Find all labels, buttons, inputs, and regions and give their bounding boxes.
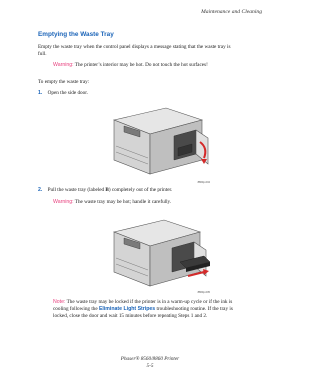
figure-pull-waste-tray — [96, 216, 214, 294]
step-2-label-b: B — [105, 187, 109, 193]
step-2-number: 2. — [38, 187, 43, 193]
warning-1 — [53, 62, 208, 69]
note — [53, 299, 233, 320]
figure-2-id: 8860p-005 — [197, 291, 210, 294]
step-2 — [38, 187, 172, 194]
intro-line-1: Empty the waste tray when the control panel displays a message stating that the waste tray is — [38, 44, 231, 50]
running-header: Maintenance and Cleaning — [201, 9, 262, 15]
footer-printer-name: Phaser® 8560/8860 Printer — [120, 356, 180, 362]
intro-line-2: full. — [38, 51, 47, 57]
note-line-1 — [53, 299, 233, 306]
step-2-text-before: Pull the waste tray (labeled — [47, 187, 106, 193]
step-1-number: 1. — [38, 90, 43, 96]
note-label: Note: — [53, 299, 66, 305]
step-1-text: Open the side door. — [47, 90, 88, 96]
note-line-1-text: The waste tray may be locked if the printer is in a warm-up cycle or if the ink is — [65, 299, 233, 305]
warning-2 — [53, 199, 171, 206]
figure-printer-side-door — [96, 102, 214, 184]
note-line-2 — [53, 306, 233, 313]
warning-2-label: Warning: — [53, 199, 74, 205]
note-line-3: locked, close the door and wait 15 minutes before repeating Steps 1 and 2. — [53, 313, 208, 319]
printer-side-door-illustration — [96, 102, 214, 184]
intro-paragraph — [38, 44, 230, 58]
eliminate-light-stripes-link[interactable]: Eliminate Light Stripes — [98, 306, 156, 312]
instruction-text: To empty the waste tray: — [38, 79, 90, 85]
section-title: Emptying the Waste Tray — [38, 31, 114, 38]
warning-1-label: Warning: — [53, 62, 74, 68]
step-2-text-after: ) completely out of the printer. — [108, 187, 173, 193]
note-line-2-before: cooling following the — [53, 306, 99, 312]
footer-page-number: 5-5 — [146, 363, 154, 369]
warning-2-text: The waste tray may be hot; handle it carefully. — [73, 199, 172, 205]
note-line-2-after: troubleshooting routine. If the tray is — [155, 306, 233, 312]
step-1 — [38, 90, 88, 97]
pull-waste-tray-illustration — [96, 216, 214, 294]
figure-1-id: 8860p-004 — [197, 181, 210, 184]
warning-1-text: The printer’s interior may be hot. Do not touch the hot surfaces! — [73, 62, 208, 68]
